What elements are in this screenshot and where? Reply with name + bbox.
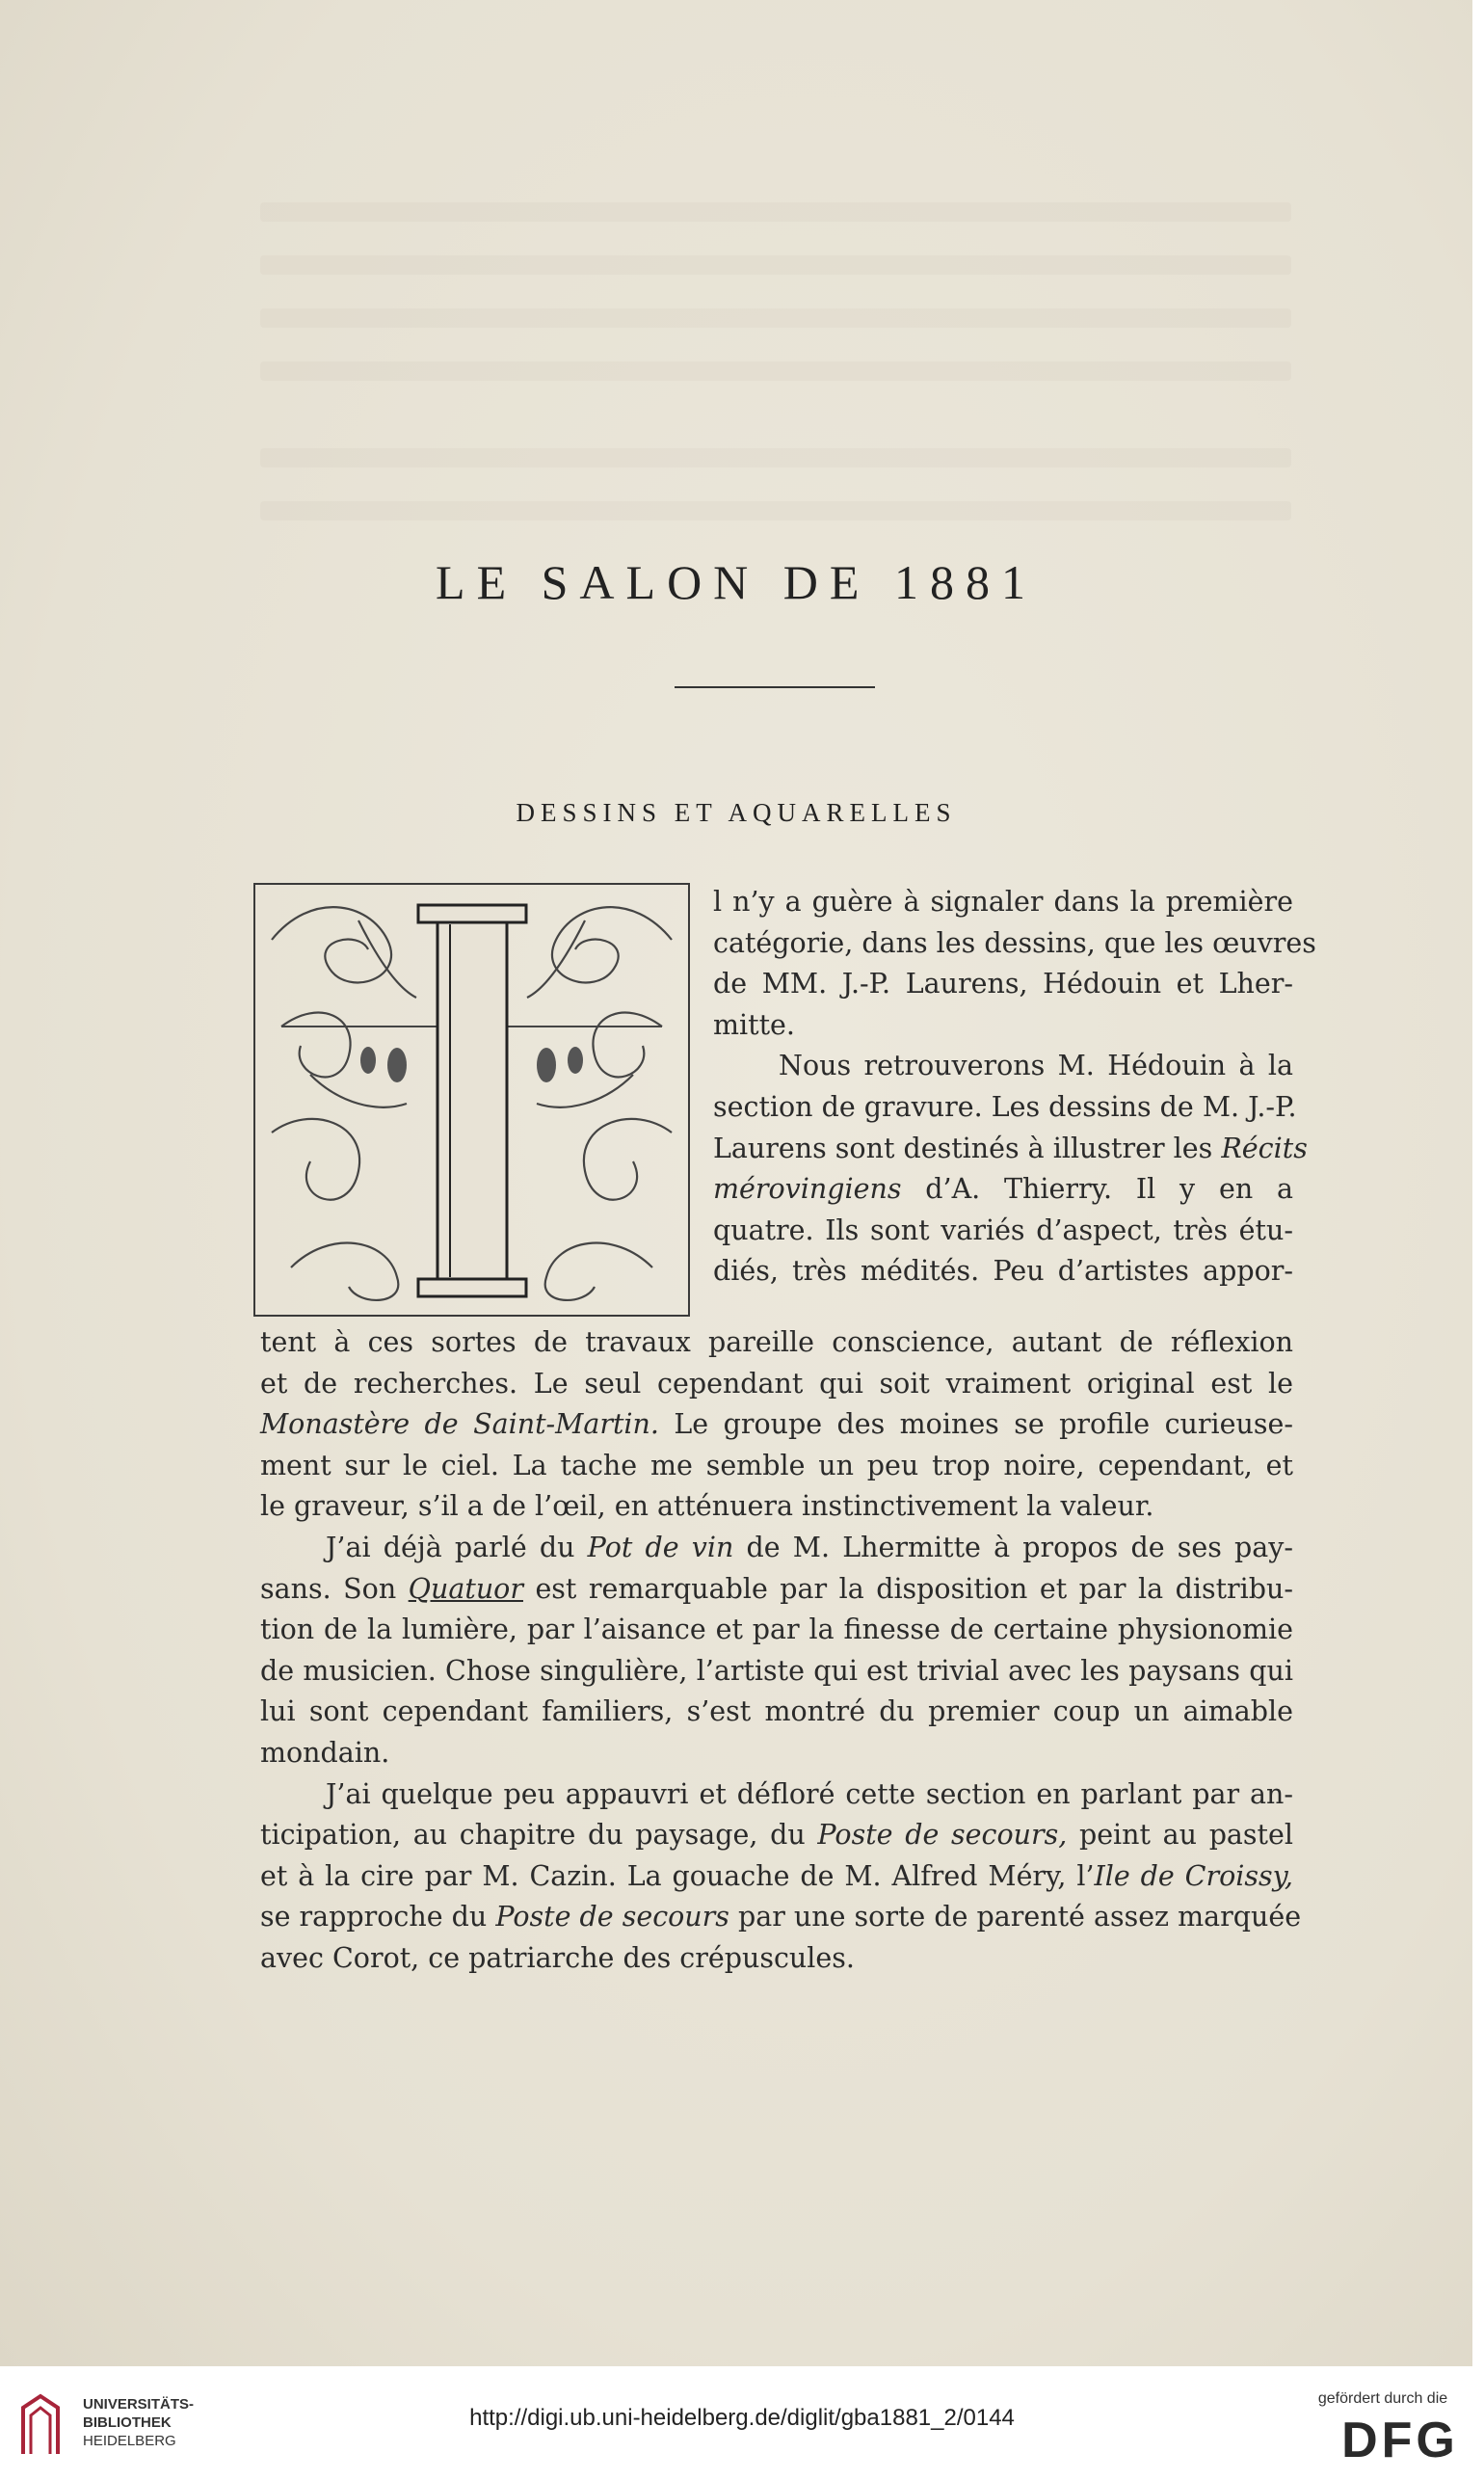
text-line: Monastère de Saint-Martin. Le groupe des moines se profile curieuse- xyxy=(260,1408,1293,1441)
italic-title: Ile de Croissy, xyxy=(1094,1859,1293,1892)
text-line: mitte. xyxy=(713,1008,795,1041)
text-line: mondain. xyxy=(260,1736,390,1769)
text-line: l n’y a guère à signaler dans la première xyxy=(713,886,1293,918)
text-line: section de gravure. Les dessins de M. J.-P. xyxy=(713,1090,1297,1123)
funding-note: gefördert durch die xyxy=(1317,2390,1448,2407)
dfg-logo: DFG xyxy=(1341,2413,1459,2468)
italic-title: Récits xyxy=(1221,1132,1308,1164)
title-divider xyxy=(675,686,875,688)
text-line: de musicien. Chose singulière, l’artiste qui est trivial avec les paysans qui xyxy=(260,1654,1293,1687)
text-line: lui sont cependant familiers, s’est montré du premier coup un aimable xyxy=(260,1695,1293,1728)
library-name-line: HEIDELBERG xyxy=(83,2433,176,2449)
page-title: LE SALON DE 1881 xyxy=(436,555,1037,609)
text-line: et de recherches. Le seul cependant qui soit vraiment original est le xyxy=(260,1367,1293,1400)
library-name-line: UNIVERSITÄTS- xyxy=(83,2396,195,2413)
text-line: sans. Son Quatuor est remarquable par la disposition et par la distribu- xyxy=(260,1572,1293,1605)
text-line: Nous retrouverons M. Hédouin à la xyxy=(779,1050,1293,1082)
ornamental-dropcap xyxy=(252,882,691,1318)
italic-title: Monastère de Saint-Martin. xyxy=(260,1408,659,1441)
text-line: le graveur, s’il a de l’œil, en atténuera instinctivement la valeur. xyxy=(260,1490,1154,1523)
dropcap-column xyxy=(713,882,1316,1293)
text-line: de MM. J.-P. Laurens, Hédouin et Lher- xyxy=(713,968,1293,1000)
italic-title: Poste de secours, xyxy=(817,1819,1068,1852)
bleed-through xyxy=(260,361,1291,381)
text-line: ticipation, au chapitre du paysage, du Poste de secours, peint au pastel xyxy=(260,1819,1293,1852)
text-line: catégorie, dans les dessins, que les œuvres xyxy=(713,926,1316,959)
bleed-through xyxy=(260,255,1291,275)
italic-title: Quatuor xyxy=(408,1572,523,1605)
text-line: ment sur le ciel. La tache me semble un peu trop noire, cependant, et xyxy=(260,1449,1293,1481)
text-line: Laurens sont destinés à illustrer les Récits xyxy=(713,1132,1308,1164)
text-line: J’ai déjà parlé du Pot de vin de M. Lhermitte à propos de ses pay- xyxy=(326,1531,1294,1563)
text-line: tion de la lumière, par l’aisance et par la finesse de certaine physionomie xyxy=(260,1613,1293,1646)
library-name-line: BIBLIOTHEK xyxy=(83,2414,172,2431)
text-line: et à la cire par M. Cazin. La gouache de M. Alfred Méry, l’Ile de Croissy, xyxy=(260,1859,1293,1892)
italic-title: mérovingiens xyxy=(713,1173,902,1206)
text-line: quatre. Ils sont variés d’aspect, très étu- xyxy=(713,1213,1293,1246)
text-line: mérovingiens d’A. Thierry. Il y en a xyxy=(713,1173,1293,1206)
bleed-through xyxy=(260,501,1291,520)
bleed-through xyxy=(260,202,1291,222)
italic-title: Pot de vin xyxy=(587,1531,734,1563)
text-line: tent à ces sortes de travaux pareille conscience, autant de réflexion xyxy=(260,1326,1293,1358)
body-text xyxy=(260,1322,1302,1980)
italic-title: Poste de secours xyxy=(495,1901,729,1933)
text-line: avec Corot, ce patriarche des crépuscules. xyxy=(260,1941,855,1974)
text-line: J’ai quelque peu appauvri et défloré cette section en parlant par an- xyxy=(326,1777,1293,1810)
library-logo-icon xyxy=(17,2390,64,2460)
source-url-link[interactable]: http://digi.ub.uni-heidelberg.de/diglit/gba1881_2/0144 xyxy=(469,2405,1015,2431)
text-line: diés, très médités. Peu d’artistes appor- xyxy=(713,1255,1293,1288)
section-heading: DESSINS ET AQUARELLES xyxy=(516,798,957,827)
text-line: se rapproche du Poste de secours par une sorte de parenté assez marquée xyxy=(260,1901,1302,1933)
bleed-through xyxy=(260,308,1291,328)
bleed-through xyxy=(260,448,1291,467)
